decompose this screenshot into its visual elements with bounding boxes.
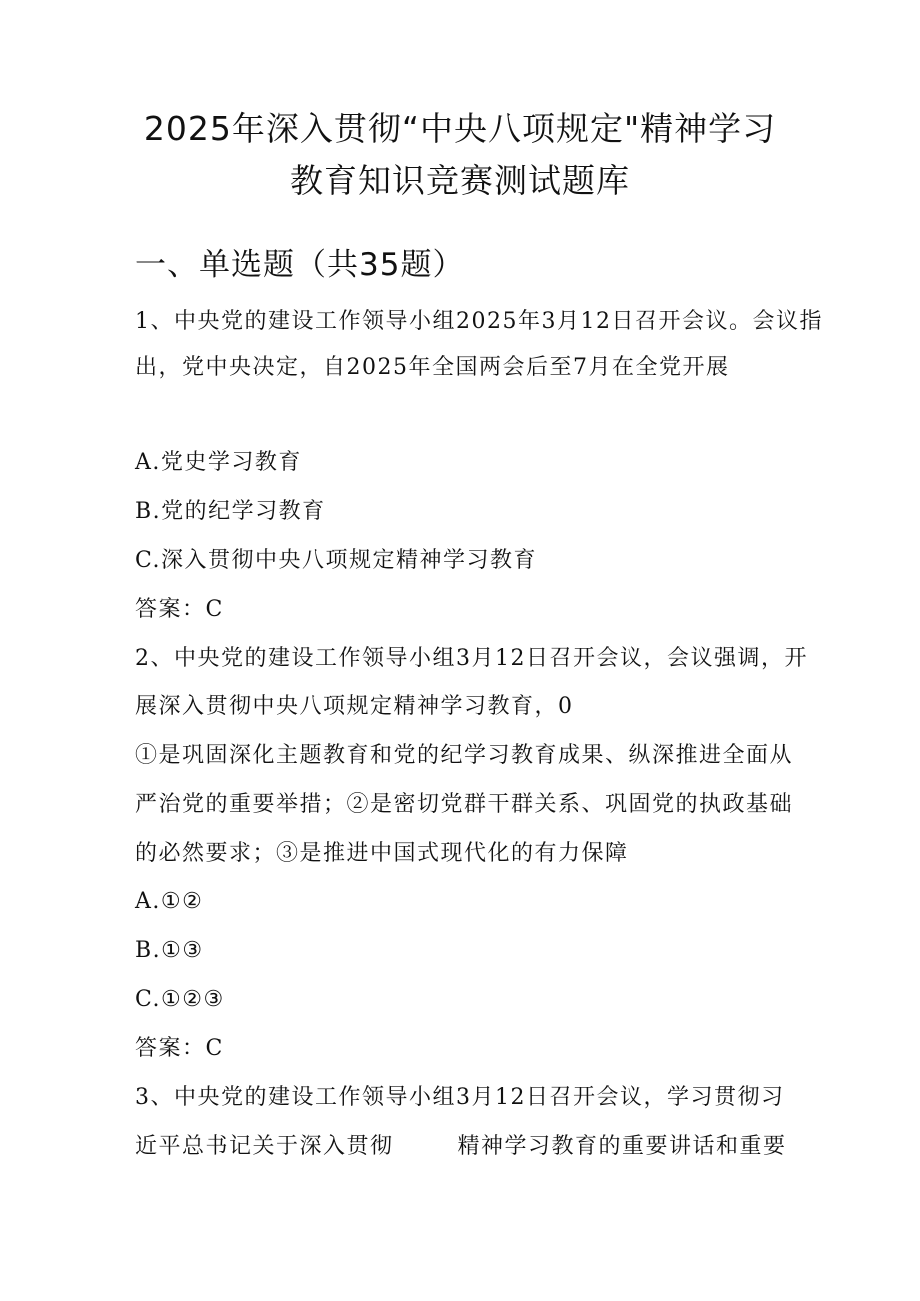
question-1-option-b: B.党的纪学习教育	[135, 499, 326, 524]
question-2-option-b: B.①③	[135, 938, 204, 963]
question-1-option-c: C.深入贯彻中央八项规定精神学习教育	[135, 548, 538, 573]
question-1-answer: 答案：C	[135, 597, 224, 622]
question-3-text-part-1: 近平总书记关于深入贯彻	[135, 1134, 394, 1159]
question-2-statement-line-1: ①是巩固深化主题教育和党的纪学习教育成果、纵深推进全面从	[135, 743, 794, 768]
question-1-text-line-2: 出，党中央决定，自2025年全国两会后至7月在全党开展	[135, 355, 730, 380]
question-2-text-line-2: 展深入贯彻中央八项规定精神学习教育，0	[135, 694, 574, 719]
question-3-text-line-1: 3、中央党的建设工作领导小组3月12日召开会议，学习贯彻习	[135, 1085, 785, 1110]
question-2-statement-line-2: 严治党的重要举措；②是密切党群干群关系、巩固党的执政基础	[135, 792, 794, 817]
question-2-option-c: C.①②③	[135, 987, 225, 1012]
document-title-line-2: 教育知识竞赛测试题库	[290, 161, 630, 200]
document-title-line-1: 2025年深入贯彻“中央八项规定"精神学习	[143, 109, 777, 148]
question-2-option-a: A.①②	[135, 889, 204, 914]
question-2-text-line-1: 2、中央党的建设工作领导小组3月12日召开会议，会议强调，开	[135, 646, 808, 671]
question-3-text-line-2	[135, 1131, 787, 1163]
question-2-statement-line-3: 的必然要求；③是推进中国式现代化的有力保障	[135, 841, 629, 866]
question-1-text-line-1: 1、中央党的建设工作领导小组2025年3月12日召开会议。会议指	[135, 309, 823, 334]
question-3-text-part-2: 精神学习教育的重要讲话和重要	[457, 1134, 787, 1159]
question-1-option-a: A.党史学习教育	[135, 450, 302, 475]
section-heading: 一、单选题（共35题）	[135, 247, 465, 283]
question-2-answer: 答案：C	[135, 1036, 224, 1061]
